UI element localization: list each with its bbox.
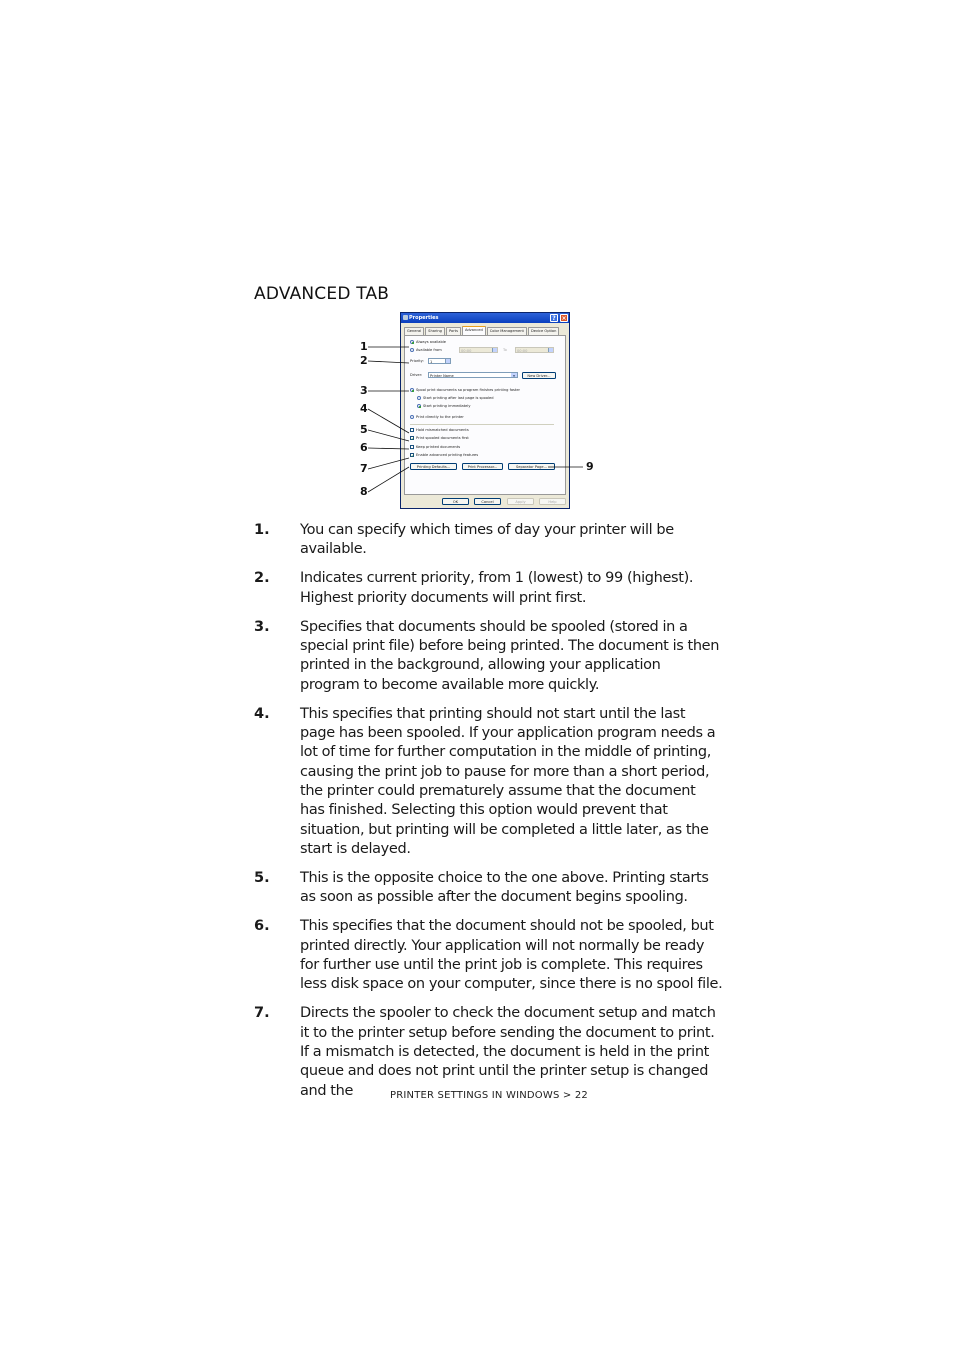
to-time-value: 00:00 xyxy=(517,349,528,353)
apply-button[interactable]: Apply xyxy=(507,498,534,505)
item-number: 6. xyxy=(254,918,270,935)
separator-page-button[interactable]: Separator Page... xyxy=(508,463,555,470)
keep-printed-label: Keep printed documents xyxy=(416,445,461,449)
from-time-value: 00:00 xyxy=(461,349,472,353)
callout-1: 1 xyxy=(360,340,368,353)
list-item xyxy=(254,618,734,695)
item-text: This specifies that the document should not be spooled, but printed directly. Your application will not normally be ready for further use until the print job is complete. This requires less disk space on your computer, since there is no spool file. xyxy=(300,918,723,993)
callout-6: 6 xyxy=(360,441,368,454)
leader-line-2 xyxy=(368,361,409,363)
list-item xyxy=(254,917,734,994)
callout-3: 3 xyxy=(360,384,368,397)
leader-line-7 xyxy=(368,458,409,469)
leader-line-5 xyxy=(368,430,409,441)
new-driver-button[interactable]: New Driver... xyxy=(522,372,556,379)
item-number: 7. xyxy=(254,1005,270,1022)
callout-9: 9 xyxy=(586,460,594,473)
priority-label: Priority: xyxy=(410,359,424,363)
driver-value: Printer Name xyxy=(430,374,454,378)
item-number: 1. xyxy=(254,522,270,538)
advanced-tab-options-list xyxy=(254,521,734,1111)
help-button[interactable]: Help xyxy=(539,498,566,505)
callout-7: 7 xyxy=(360,462,368,475)
checkmark-icon: ✓ xyxy=(411,436,415,441)
item-text: Directs the spooler to check the document setup and match it to the printer setup before sending the document to print. If a mismatch is detected, the document is held in the print queue and does not print until the printer setup is changed and the xyxy=(300,1005,716,1099)
spool-documents-label: Spool print documents so program finishes printing faster xyxy=(416,388,521,392)
leader-line-6 xyxy=(368,448,409,449)
driver-label: Driver: xyxy=(410,373,423,377)
leader-line-4 xyxy=(368,409,409,433)
close-icon[interactable]: × xyxy=(561,315,567,322)
callout-4: 4 xyxy=(360,402,368,415)
tab-general[interactable]: General xyxy=(404,327,424,335)
priority-value: 1 xyxy=(430,360,433,364)
callout-5: 5 xyxy=(360,423,368,436)
item-number: 2. xyxy=(254,570,270,587)
checkmark-icon: ✓ xyxy=(411,453,415,458)
item-text: This specifies that printing should not start until the last page has been spooled. If your application program needs a lot of time for further computation in the middle of printing, causing the print job to pause for more than a short period, the printer could prematurely assume that the document has finished. Selecting this option would prevent that situation, but printing will be completed a little later, as the start is delayed. xyxy=(300,705,716,857)
item-text: Specifies that documents should be spooled (stored in a special print file) before being printed. The document is then printed in the background, allowing your application program to become available more quickly. xyxy=(300,618,720,693)
available-from-label: Available from xyxy=(416,348,442,352)
cancel-button[interactable]: Cancel xyxy=(474,498,501,505)
page-heading: ADVANCED TAB xyxy=(254,284,390,304)
print-processor-button[interactable]: Print Processor... xyxy=(462,463,503,470)
item-number: 4. xyxy=(254,705,270,722)
list-item xyxy=(254,569,734,608)
item-text: You can specify which times of day your printer will be available. xyxy=(300,522,674,558)
item-number: 5. xyxy=(254,869,270,886)
page-footer: PRINTER SETTINGS IN WINDOWS > 22 xyxy=(390,1090,588,1101)
tab-advanced[interactable]: Advanced xyxy=(462,326,486,335)
item-text: This is the opposite choice to the one above. Printing starts as soon as possible after the document begins spooling. xyxy=(300,869,709,906)
list-item xyxy=(254,1004,734,1100)
tab-color-management[interactable]: Color Management xyxy=(487,327,527,335)
callout-2: 2 xyxy=(360,354,368,367)
start-after-last-page-label: Start printing after last page is spooled xyxy=(423,396,494,400)
to-label: To xyxy=(503,348,507,352)
ok-button[interactable]: OK xyxy=(442,498,469,505)
chevron-down-icon: ▼ xyxy=(512,374,516,378)
list-item xyxy=(254,521,734,560)
callout-leader-lines xyxy=(356,310,600,510)
help-icon[interactable]: ? xyxy=(550,314,558,322)
always-available-label: Always available xyxy=(416,340,446,344)
hold-mismatched-label: Hold mismatched documents xyxy=(416,428,469,432)
advanced-tab-screenshot-figure xyxy=(356,310,600,510)
list-item xyxy=(254,705,734,859)
item-number: 3. xyxy=(254,618,270,635)
enable-advanced-label: Enable advanced printing features xyxy=(416,453,479,457)
dialog-title: Properties xyxy=(409,315,439,321)
tab-device-option[interactable]: Device Option xyxy=(528,327,559,335)
list-item xyxy=(254,869,734,908)
start-immediately-label: Start printing immediately xyxy=(423,404,471,408)
leader-line-8 xyxy=(368,467,409,492)
tab-ports[interactable]: Ports xyxy=(446,327,461,335)
printing-defaults-button[interactable]: Printing Defaults... xyxy=(410,463,457,470)
print-directly-label: Print directly to the printer xyxy=(416,415,464,419)
print-spooled-first-label: Print spooled documents first xyxy=(416,436,469,440)
callout-8: 8 xyxy=(360,485,368,498)
tab-sharing[interactable]: Sharing xyxy=(425,327,445,335)
item-text: Indicates current priority, from 1 (lowest) to 99 (highest). Highest priority documents will print first. xyxy=(300,570,694,606)
